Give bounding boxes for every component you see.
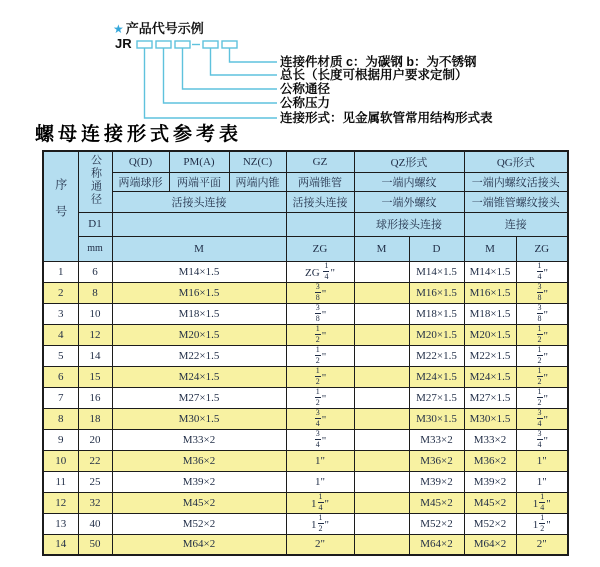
cell-qg-zg: $\frac{1}{2}$ " <box>516 366 568 387</box>
table-row <box>43 492 568 513</box>
cell-no: 13 <box>43 513 78 534</box>
cell-qz-m <box>354 450 409 471</box>
cell-no: 3 <box>43 303 78 324</box>
cell-qz-m <box>354 471 409 492</box>
cell-qz-m <box>354 513 409 534</box>
cell-qg-zg: 2" <box>516 534 568 555</box>
cell-gz: $\frac{3}{8}$ " <box>286 282 354 303</box>
cell-qg-m: M39×2 <box>464 471 516 492</box>
cell-m: M14×1.5 <box>112 261 286 282</box>
cell-gz: 1 $\frac{1}{2}$ " <box>286 513 354 534</box>
cell-qz-d: M64×2 <box>409 534 464 555</box>
header-seq: 序号 <box>43 151 78 261</box>
header-qz-desc2: 一端外螺纹 <box>354 191 464 212</box>
header-union-joint: 活接头连接 <box>112 191 286 212</box>
header-gz-desc: 两端锥管 <box>286 172 354 191</box>
cell-dn: 10 <box>78 303 112 324</box>
cell-gz: 1" <box>286 471 354 492</box>
cell-qg-m: M36×2 <box>464 450 516 471</box>
cell-dn: 14 <box>78 345 112 366</box>
header-nz: NZ(C) <box>229 151 286 172</box>
cell-qz-d: M22×1.5 <box>409 345 464 366</box>
fraction: $\frac{3}{4}$ <box>315 429 320 449</box>
code-box-5 <box>222 41 237 48</box>
cell-qz-m <box>354 492 409 513</box>
cell-no: 12 <box>43 492 78 513</box>
cell-qz-m <box>354 387 409 408</box>
fraction: $\frac{1}{2}$ <box>537 387 542 407</box>
cell-m: M39×2 <box>112 471 286 492</box>
header-qg-zg: ZG <box>516 236 568 261</box>
cell-m: M52×2 <box>112 513 286 534</box>
header-qg-desc2: 一端锥管螺纹接头 <box>464 191 568 212</box>
cell-qg-m: M52×2 <box>464 513 516 534</box>
fraction: $\frac{1}{4}$ <box>537 261 542 281</box>
fraction: $\frac{3}{8}$ <box>537 282 542 302</box>
header-blank-left <box>112 212 286 236</box>
cell-dn: 22 <box>78 450 112 471</box>
header-qz-m: M <box>354 236 409 261</box>
cell-qg-m: M14×1.5 <box>464 261 516 282</box>
header-row-5 <box>43 236 568 261</box>
cell-m: M33×2 <box>112 429 286 450</box>
cell-qg-m: M18×1.5 <box>464 303 516 324</box>
cell-qg-m: M30×1.5 <box>464 408 516 429</box>
fraction: $\frac{3}{4}$ <box>537 408 542 428</box>
cell-no: 11 <box>43 471 78 492</box>
cell-qz-d: M14×1.5 <box>409 261 464 282</box>
cell-gz: $\frac{3}{4}$ " <box>286 408 354 429</box>
fraction: $\frac{1}{2}$ <box>315 387 320 407</box>
header-d1: D1 <box>78 212 112 236</box>
cell-qz-m <box>354 282 409 303</box>
cell-gz: ZG $\frac{1}{4}$ " <box>286 261 354 282</box>
cell-no: 1 <box>43 261 78 282</box>
cell-qg-zg: 1 $\frac{1}{2}$ " <box>516 513 568 534</box>
cell-dn: 15 <box>78 366 112 387</box>
cell-no: 9 <box>43 429 78 450</box>
cell-m: M30×1.5 <box>112 408 286 429</box>
header-pm: PM(A) <box>169 151 229 172</box>
fraction: $\frac{1}{2}$ <box>537 324 542 344</box>
fraction: $\frac{1}{2}$ <box>537 345 542 365</box>
cell-no: 2 <box>43 282 78 303</box>
cell-m: M45×2 <box>112 492 286 513</box>
cell-gz: 1" <box>286 450 354 471</box>
table-row <box>43 471 568 492</box>
header-row-1 <box>43 151 568 172</box>
header-qz-desc: 一端内螺纹 <box>354 172 464 191</box>
fraction: $\frac{3}{8}$ <box>315 303 320 323</box>
header-qz: QZ形式 <box>354 151 464 172</box>
cell-dn: 18 <box>78 408 112 429</box>
fraction: $\frac{1}{2}$ <box>315 345 320 365</box>
table-row <box>43 261 568 282</box>
table-row <box>43 408 568 429</box>
cell-dn: 12 <box>78 324 112 345</box>
cell-m: M24×1.5 <box>112 366 286 387</box>
cell-qz-d: M39×2 <box>409 471 464 492</box>
cell-qg-zg: $\frac{1}{2}$ " <box>516 387 568 408</box>
table-row <box>43 429 568 450</box>
header-m: M <box>112 236 286 261</box>
cell-gz: $\frac{3}{8}$ " <box>286 303 354 324</box>
cell-qg-zg: 1" <box>516 450 568 471</box>
header-q-desc: 两端球形 <box>112 172 169 191</box>
cell-no: 14 <box>43 534 78 555</box>
cell-qz-d: M52×2 <box>409 513 464 534</box>
cell-qz-d: M24×1.5 <box>409 366 464 387</box>
cell-m: M36×2 <box>112 450 286 471</box>
cell-no: 5 <box>43 345 78 366</box>
fraction: $\frac{3}{4}$ <box>537 429 542 449</box>
header-blank-gz <box>286 212 354 236</box>
cell-qg-zg: $\frac{3}{8}$ " <box>516 303 568 324</box>
cell-no: 4 <box>43 324 78 345</box>
cell-m: M22×1.5 <box>112 345 286 366</box>
cell-qz-d: M30×1.5 <box>409 408 464 429</box>
header-qg-desc3: 连接 <box>464 212 568 236</box>
header-qg-m: M <box>464 236 516 261</box>
fraction: $\frac{1}{2}$ <box>318 513 323 533</box>
cell-gz: 1 $\frac{1}{4}$ " <box>286 492 354 513</box>
cell-qg-zg: 1 $\frac{1}{4}$ " <box>516 492 568 513</box>
cell-dn: 25 <box>78 471 112 492</box>
cell-m: M18×1.5 <box>112 303 286 324</box>
table-row <box>43 513 568 534</box>
cell-no: 8 <box>43 408 78 429</box>
star-icon: ★ <box>113 22 124 36</box>
table-row <box>43 534 568 555</box>
fraction: $\frac{1}{2}$ <box>540 513 545 533</box>
cell-qz-d: M16×1.5 <box>409 282 464 303</box>
cell-qg-m: M33×2 <box>464 429 516 450</box>
cell-qg-zg: $\frac{1}{2}$ " <box>516 324 568 345</box>
cell-qz-d: M36×2 <box>409 450 464 471</box>
fraction: $\frac{1}{4}$ <box>324 261 329 281</box>
cell-dn: 32 <box>78 492 112 513</box>
header-zg: ZG <box>286 236 354 261</box>
table-header <box>43 151 568 261</box>
fraction: $\frac{1}{4}$ <box>318 492 323 512</box>
cell-qz-m <box>354 345 409 366</box>
fraction: $\frac{3}{8}$ <box>537 303 542 323</box>
cell-m: M64×2 <box>112 534 286 555</box>
fraction: $\frac{1}{2}$ <box>315 366 320 386</box>
cell-gz: $\frac{1}{2}$ " <box>286 324 354 345</box>
cell-qg-zg: 1" <box>516 471 568 492</box>
fraction: $\frac{3}{4}$ <box>315 408 320 428</box>
cell-qg-m: M64×2 <box>464 534 516 555</box>
cell-qz-m <box>354 261 409 282</box>
nut-connection-table <box>42 150 569 556</box>
cell-dn: 50 <box>78 534 112 555</box>
cell-gz: $\frac{1}{2}$ " <box>286 366 354 387</box>
cell-qz-d: M33×2 <box>409 429 464 450</box>
fraction: $\frac{1}{2}$ <box>537 366 542 386</box>
cell-m: M20×1.5 <box>112 324 286 345</box>
cell-qz-m <box>354 366 409 387</box>
code-prefix: JR <box>115 36 132 51</box>
page-title: 螺母连接形式参考表 <box>35 124 243 145</box>
cell-m: M27×1.5 <box>112 387 286 408</box>
table-row <box>43 282 568 303</box>
code-example-title-text: 产品代号示例 <box>125 21 204 36</box>
cell-qz-m <box>354 429 409 450</box>
fraction: $\frac{3}{8}$ <box>315 282 320 302</box>
table-row <box>43 366 568 387</box>
code-box-3 <box>175 41 190 48</box>
cell-qz-m <box>354 324 409 345</box>
connector-line-material <box>230 48 278 62</box>
cell-qg-zg: $\frac{1}{4}$ " <box>516 261 568 282</box>
header-qz-d: D <box>409 236 464 261</box>
cell-qg-zg: $\frac{3}{4}$ " <box>516 408 568 429</box>
cell-dn: 16 <box>78 387 112 408</box>
code-box-1 <box>137 41 152 48</box>
cell-gz: 2" <box>286 534 354 555</box>
code-label-connection: 连接形式：见金属软管常用结构形式表 <box>280 111 493 125</box>
cell-qz-m <box>354 303 409 324</box>
cell-qg-m: M45×2 <box>464 492 516 513</box>
code-box-4 <box>203 41 218 48</box>
cell-qg-m: M27×1.5 <box>464 387 516 408</box>
cell-gz: $\frac{1}{2}$ " <box>286 387 354 408</box>
table-row <box>43 303 568 324</box>
header-q: Q(D) <box>112 151 169 172</box>
header-dn: 公称通径 <box>78 151 112 212</box>
header-pm-desc: 两端平面 <box>169 172 229 191</box>
header-nz-desc: 两端内锥 <box>229 172 286 191</box>
cell-gz: $\frac{1}{2}$ " <box>286 345 354 366</box>
cell-qg-m: M20×1.5 <box>464 324 516 345</box>
table-body <box>43 261 568 555</box>
code-example-title <box>113 21 204 37</box>
cell-dn: 20 <box>78 429 112 450</box>
cell-no: 10 <box>43 450 78 471</box>
cell-dn: 6 <box>78 261 112 282</box>
table-row <box>43 324 568 345</box>
header-qg: QG形式 <box>464 151 568 172</box>
code-label-pressure: 公称压力 <box>280 96 331 110</box>
cell-qg-zg: $\frac{1}{2}$ " <box>516 345 568 366</box>
header-mm: mm <box>78 236 112 261</box>
header-row-3 <box>43 191 568 212</box>
code-label-length: 总长（长度可根据用户要求定制） <box>280 68 468 82</box>
header-gz-joint: 活接头连接 <box>286 191 354 212</box>
cell-qg-m: M22×1.5 <box>464 345 516 366</box>
cell-qg-zg: $\frac{3}{8}$ " <box>516 282 568 303</box>
header-gz: GZ <box>286 151 354 172</box>
code-label-diameter: 公称通径 <box>280 82 331 96</box>
code-label-material: 连接件材质 c：为碳钢 b：为不锈钢 <box>280 55 477 69</box>
table-row <box>43 387 568 408</box>
cell-qz-m <box>354 534 409 555</box>
cell-m: M16×1.5 <box>112 282 286 303</box>
header-row-4 <box>43 212 568 236</box>
fraction: $\frac{1}{2}$ <box>315 324 320 344</box>
cell-qg-zg: $\frac{3}{4}$ " <box>516 429 568 450</box>
cell-qz-d: M27×1.5 <box>409 387 464 408</box>
cell-no: 6 <box>43 366 78 387</box>
cell-qz-d: M20×1.5 <box>409 324 464 345</box>
cell-dn: 40 <box>78 513 112 534</box>
table-row <box>43 345 568 366</box>
table-row <box>43 450 568 471</box>
cell-qz-m <box>354 408 409 429</box>
cell-no: 7 <box>43 387 78 408</box>
header-qz-desc3: 球形接头连接 <box>354 212 464 236</box>
fraction: $\frac{1}{4}$ <box>540 492 545 512</box>
cell-qz-d: M45×2 <box>409 492 464 513</box>
cell-qz-d: M18×1.5 <box>409 303 464 324</box>
header-qg-desc: 一端内螺纹活接头 <box>464 172 568 191</box>
code-box-2 <box>156 41 171 48</box>
cell-gz: $\frac{3}{4}$ " <box>286 429 354 450</box>
cell-dn: 8 <box>78 282 112 303</box>
header-row-2 <box>43 172 568 191</box>
cell-qg-m: M24×1.5 <box>464 366 516 387</box>
cell-qg-m: M16×1.5 <box>464 282 516 303</box>
